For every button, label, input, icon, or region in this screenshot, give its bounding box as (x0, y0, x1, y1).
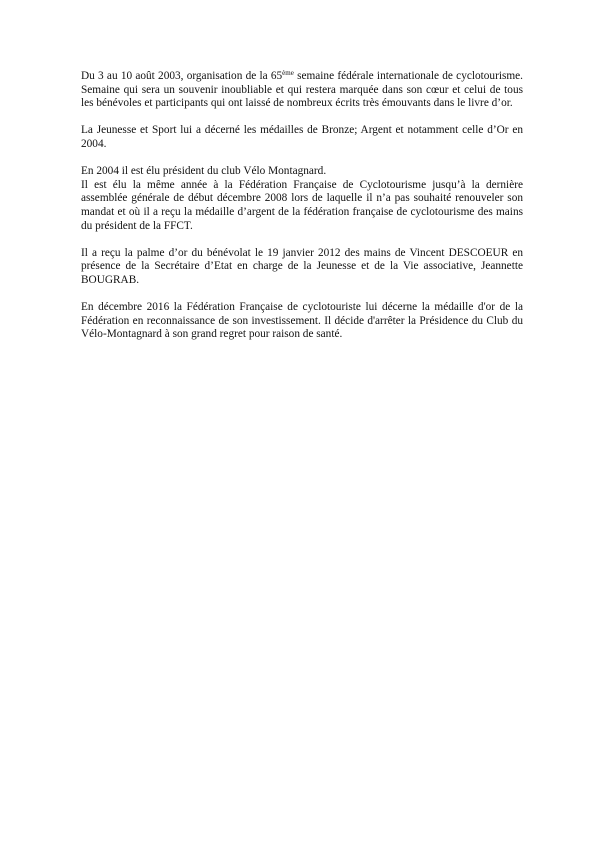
paragraph-federation-mandat: Il est élu la même année à la Fédération Française de Cyclotourisme jusqu’à la dernière assemblée générale de début décembre 2008 lors de laquelle il n’a pas souhaité renouveler son mandat et où il a reçu la médaille d’argent de la fédération française de cyclotourisme des mains du président de la FFCT. (81, 178, 523, 232)
paragraph-text: Du 3 au 10 août 2003, organisation de la 65 (81, 70, 283, 82)
paragraph-election-president: En 2004 il est élu président du club Vélo Montagnard. (81, 165, 327, 178)
paragraph-palme-or: Il a reçu la palme d’or du bénévolat le 19 janvier 2012 des mains de Vincent DESCOEUR en présence de la Secrétaire d’Etat en charge de la Jeunesse et de la Vie associative, Jeannette BOUGRAB. (81, 246, 523, 286)
paragraph-text: semaine fédérale internationale de cyclotourisme. Semaine qui sera un souvenir inoubliable et qui restera marquée dans son cœur et celui de tous les bénévoles et participants qui ont laissé de nombreux écrits très émouvants dans le livre d’or. (81, 70, 523, 110)
paragraph-medailles-jeunesse-sport: La Jeunesse et Sport lui a décerné les médailles de Bronze; Argent et notamment celle d’Or en 2004. (81, 124, 523, 150)
superscript-ordinal: ème (282, 69, 294, 77)
paragraph-medaille-or-2016: En décembre 2016 la Fédération Française de cyclotouriste lui décerne la médaille d'or de la Fédération en reconnaissance de son investissement. Il décide d'arrêter la Présidence du Club du Vélo-Montagnard à son grand regret pour raison de santé. (81, 301, 523, 341)
body-text (81, 70, 523, 355)
paragraph-semaine-federale (81, 70, 523, 111)
